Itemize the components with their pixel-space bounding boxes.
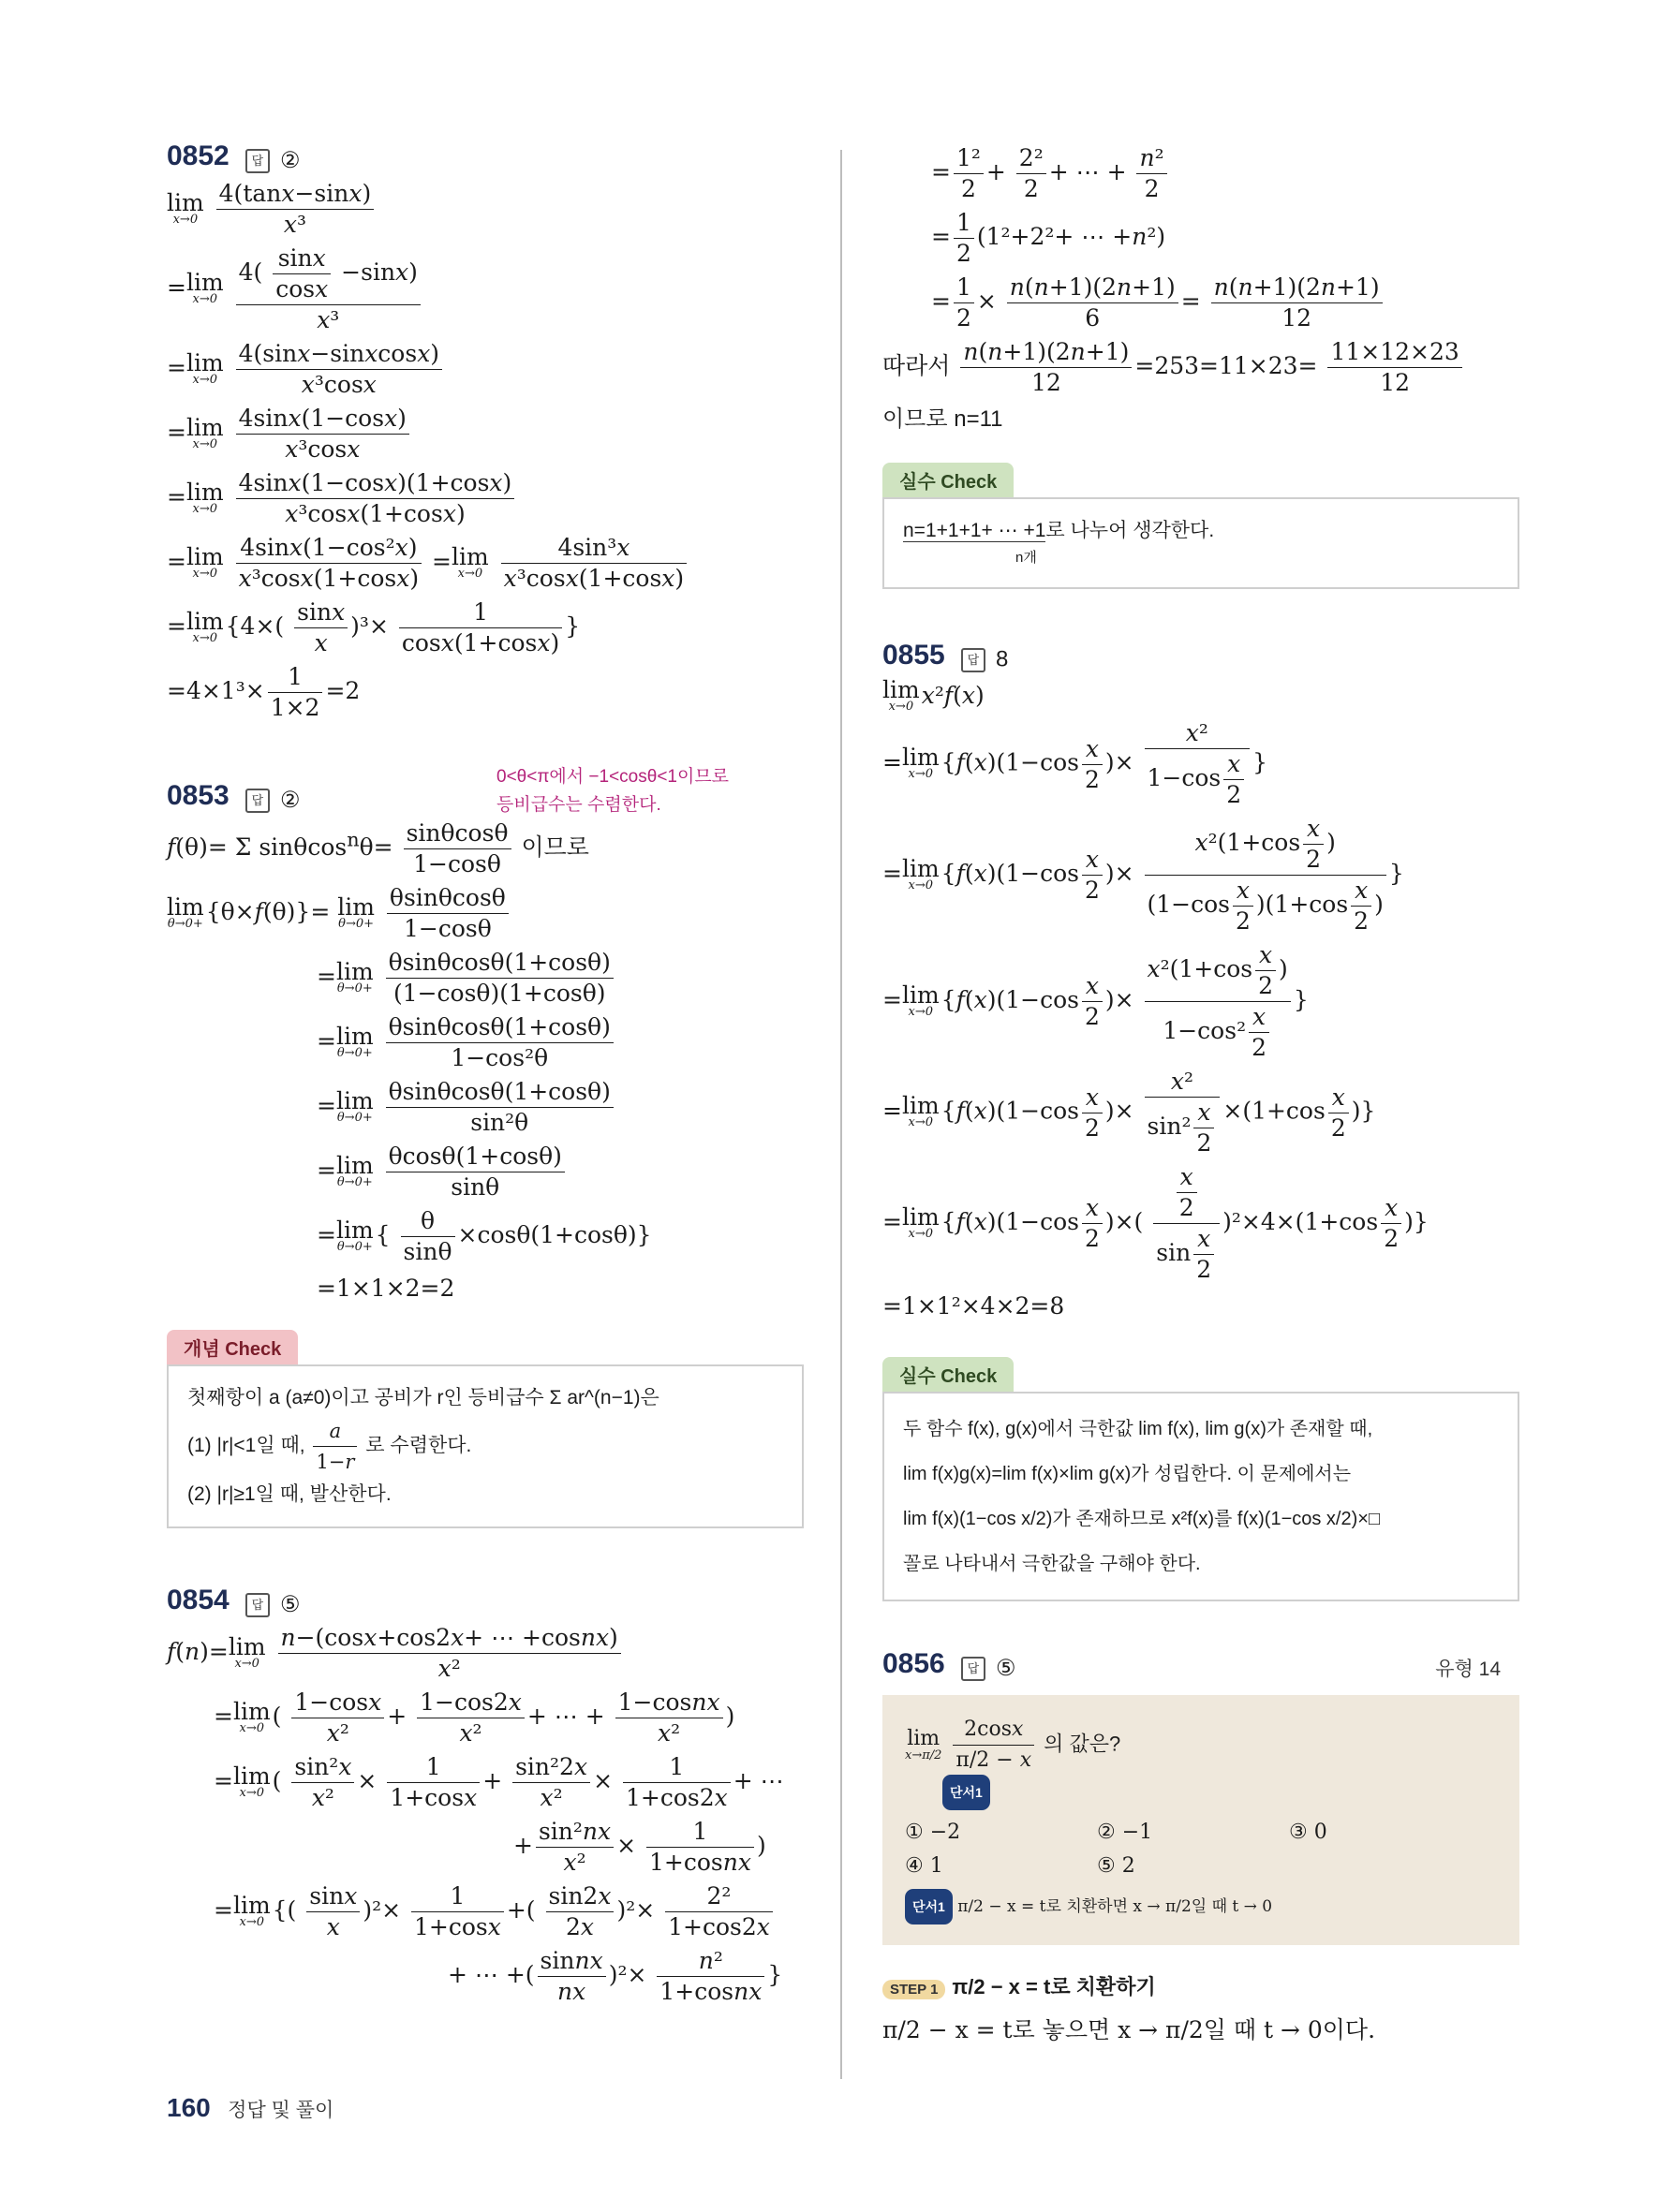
problem-0853 (167, 767, 804, 1528)
equation-line: =lim x→0 $\frac{\text{4(sinx−sinxcosx)}}{\text{x³cosx}}$ (167, 340, 804, 399)
equation-line: lim x→0 $\frac{4(\tan x-\sin x)}{\text{x³}}$ (167, 180, 804, 239)
answer-icon: 답 (245, 149, 270, 173)
equation-line: lim x→0 x²f(x) (882, 676, 985, 714)
question: lim x→π/2 $\frac{2\cos x}{\pi/2 - x}$ 의 값은? (905, 1718, 1121, 1772)
answer-value: ② (279, 788, 301, 813)
check-line: 두 함수 f(x), g(x)에서 극한값 lim f(x), lim g(x)가 존재할 때, (903, 1419, 1373, 1439)
equation-line: =1×1×2=2 (317, 1275, 455, 1302)
hint-badge: 단서1 (942, 1775, 990, 1810)
problem-number: 0854 (167, 1585, 230, 1615)
equation-line: =lim x→0 {f(x)(1−cos $\frac{x}{2}$ )× x² 1−cos $\frac{x}{2}$ } (882, 719, 1268, 808)
equation-line: = $\frac{1}{2}$ × $\frac{n(n+1)(2n+1)}{6}$ = $\frac{n(n+1)(2n+1)}{12}$ (931, 273, 1519, 332)
equation-line: =lim θ→0+ $\frac{\theta\sin\theta\cos\theta(1+\cos\theta)}{\text{1−cos²θ}}$ (317, 1013, 804, 1072)
left-column (167, 140, 804, 2012)
page-footer (167, 2093, 333, 2123)
step-badge: STEP 1 (882, 1980, 945, 1999)
page-number: 160 (167, 2093, 211, 2122)
check-line: (2) |r|≥1일 때, 발산한다. (187, 1483, 392, 1505)
section-label: 정답 및 풀이 (228, 2100, 334, 2121)
equation-line: 따라서 $\frac{n(n+1)(2n+1)}{12}$ =253=11×23= $\frac{11\times 12\times 23}{12}$ (882, 338, 1519, 397)
equation-line: + $\frac{\text{sin²nx}}{\text{x²}}$ × $\frac{1}{\text{1+cosnx}}$ ) (513, 1818, 766, 1876)
right-column (882, 139, 1519, 2047)
answer-value: 8 (995, 646, 1009, 672)
answer-choices (905, 1816, 1497, 1883)
mistake-check (882, 1357, 1519, 1601)
check-title: 실수 Check (882, 1357, 1014, 1392)
equation-line: =lim θ→0+ $\frac{\theta\cos\theta(1+\cos\theta)}{\sin\theta}$ (317, 1143, 804, 1202)
check-line: lim f(x)(1−cos x/2)가 존재하므로 x²f(x)를 f(x)(1−cos x/2)×□ (903, 1509, 1381, 1529)
choice-5: ⑤ 2 (1097, 1854, 1135, 1878)
step-heading: STEP 1 π/2 − x = t로 치환하기 (882, 1971, 1519, 2000)
answer-icon: 답 (961, 1657, 985, 1681)
equation-line: =lim x→0 {( $\frac{\sin x}{x}$ )²× $\frac{1}{1+\cos x}$ +( $\frac{\sin 2x}{2x}$ )²× $\frac{\text{2²}}{1+\cos 2x}$ (214, 1882, 804, 1941)
answer-value: ⑤ (279, 1592, 301, 1617)
column-divider (840, 150, 842, 2079)
problem-0852 (167, 140, 804, 722)
choice-4: ④ 1 (905, 1854, 943, 1878)
answer-icon: 답 (961, 648, 985, 672)
check-line: (1) |r|<1일 때, $\frac{a}{1-r}$ 로 수렴한다. (187, 1417, 783, 1476)
problem-0856 (882, 1648, 1519, 2047)
equation-line: =4×1³× $\frac{1}{1\times 2}$ =2 (167, 663, 361, 721)
annotation-note: 0<θ<π에서 −1<cosθ<1이므로 등비급수는 수렴한다. (496, 767, 730, 815)
choice-2: ② −1 (1097, 1821, 1153, 1844)
conclusion-line: 이므로 n=11 (882, 406, 1003, 432)
underbrace-label: n개 (1015, 550, 1037, 566)
check-title: 개념 Check (167, 1330, 298, 1364)
problem-0855 (882, 640, 1519, 1601)
equation-line: =lim x→0 {f(x)(1−cos $\frac{x}{2}$ )× x²(1+cos $\frac{x}{2}$ ) (1−cos $\frac{x}{2}$ )(1+cos $\frac{x}{2}$ ) } (882, 815, 1404, 935)
equation-line: =lim x→0 $\frac{4\sin x(1-\cos x)(1+\cos x)}{\text{x³cosx(1+cosx)}}$ (167, 469, 804, 528)
equation-line: =lim θ→0+ $\frac{\theta\sin\theta\cos\theta(1+\cos\theta)}{\text{sin²θ}}$ (317, 1078, 804, 1137)
equation-line: =lim x→0 {f(x)(1−cos $\frac{x}{2}$ )× x² sin² $\frac{x}{2}$ ×(1+cos $\frac{x}{2}$ )} (882, 1068, 1376, 1157)
problem-number: 0855 (882, 640, 945, 671)
check-line: n=1+1+1+ ⋯ +1 (903, 520, 1046, 541)
equation-line: =1×1²×4×2=8 (882, 1292, 1065, 1320)
choice-1: ① −2 (905, 1821, 961, 1844)
equation-line: + ⋯ +( $\frac{\text{sinnx}}{nx}$ )²× $\frac{\text{n²}}{\text{1+cosnx}}$ } (448, 1947, 783, 2005)
equation-line: =lim x→0 4( $\frac{\sin x}{\cos x}$ −sinx) x³ (167, 244, 804, 334)
concept-check (167, 1330, 804, 1528)
problem-number: 0856 (882, 1648, 945, 1679)
equation-line: =lim x→0 ( $\frac{\text{sin²x}}{\text{x²}}$ × $\frac{1}{1+\cos x}$ + $\frac{\text{sin²2x}}{\text{x²}}$ × $\frac{1}{1+\cos 2x}$ + ⋯ (214, 1753, 784, 1811)
problem-statement-box (882, 1695, 1519, 1945)
equation-line: =lim θ→0+ { $\frac{\theta}{\sin\theta}$ ×cosθ(1+cosθ)} (317, 1207, 652, 1265)
equation-line: =lim x→0 {4×( $\frac{\sin x}{x}$ )³× $\frac{1}{\cos x(1+\cos x)}$ } (167, 598, 581, 656)
mistake-check: 실수 Check n=1+1+1+ ⋯ +1로 나누어 생각한다. n개 (882, 463, 1519, 589)
equation-line: = $\frac{\text{1²}}{2}$ + $\frac{\text{2²}}{2}$ + ⋯ + $\frac{\text{n²}}{2}$ (931, 144, 1519, 203)
equation-line: =lim x→0 {f(x)(1−cos $\frac{x}{2}$ )× x²(1+cos $\frac{x}{2}$ ) 1−cos² $\frac{x}{2}$ } (882, 941, 1309, 1061)
problem-number: 0853 (167, 780, 230, 811)
problem-number: 0852 (167, 140, 230, 171)
answer-value: ⑤ (995, 1656, 1016, 1681)
equation-line: =lim x→0 $\frac{\text{4sinx(1−cos²x)}}{\text{x³cosx(1+cosx)}}$ =lim x→0 $\frac{\text{4sin³x}}{\text{x³cosx(1+cosx)}}$ (167, 534, 804, 593)
equation-line: =lim x→0 $\frac{4\sin x(1-\cos x)}{\text{x³cosx}}$ (167, 405, 804, 464)
step-text: π/2 − x = t로 놓으면 x → π/2일 때 t → 0이다. (882, 2016, 1376, 2043)
hint-line: 단서1 π/2 − x = t로 치환하면 x → π/2일 때 t → 0 (905, 1889, 1497, 1924)
equation-line: = $\frac{1}{2}$ (1²+2²+ ⋯ +n²) (931, 209, 1166, 267)
check-line: lim f(x)g(x)=lim f(x)×lim g(x)가 성립한다. 이 문제에서는 (903, 1464, 1352, 1484)
answer-icon: 답 (245, 1593, 270, 1617)
equation-line: =lim x→0 {f(x)(1−cos $\frac{x}{2}$ )×( $\frac{x}{2}$ sin $\frac{x}{2}$ )²×4×(1+cos $\frac{x}{2}$ )} (882, 1163, 1429, 1283)
type-label: 유형 14 (1435, 1659, 1501, 1680)
check-line: 첫째항이 a (a≠0)이고 공비가 r인 등비급수 Σ ar^(n−1)은 (187, 1387, 659, 1408)
equation-line: lim θ→0+ {θ×f(θ)}= lim θ→0+ $\frac{\theta\sin\theta\cos\theta}{1-\cos\theta}$ (167, 884, 804, 943)
equation-line: =lim θ→0+ $\frac{\theta\sin\theta\cos\theta(1+\cos\theta)}{(1-\cos\theta)(1+\cos\theta)}$ (317, 949, 804, 1008)
equation-line: =lim x→0 ( $\frac{1-\cos x}{\text{x²}}$ + $\frac{1-\cos 2x}{\text{x²}}$ + ⋯ + $\frac{\text{1−cosnx}}{\text{x²}}$ ) (214, 1688, 735, 1747)
answer-icon: 답 (245, 789, 270, 813)
problem-0854 (167, 1585, 804, 2006)
equation-line: f(θ)= Σ sinθcos$^n$θ= $\frac{\sin\theta\cos\theta}{1-\cos\theta}$ 이므로 (167, 819, 589, 877)
check-title: 실수 Check (882, 463, 1014, 497)
choice-3: ③ 0 (1289, 1821, 1327, 1844)
equation-line: f(n)=lim x→0 $\frac{\text{n−(cosx+cos2x+ ⋯ +cosnx)}}{\text{x²}}$ (167, 1624, 804, 1683)
check-line: 꼴로 나타내서 극한값을 구해야 한다. (903, 1554, 1201, 1574)
answer-value: ② (279, 148, 301, 173)
